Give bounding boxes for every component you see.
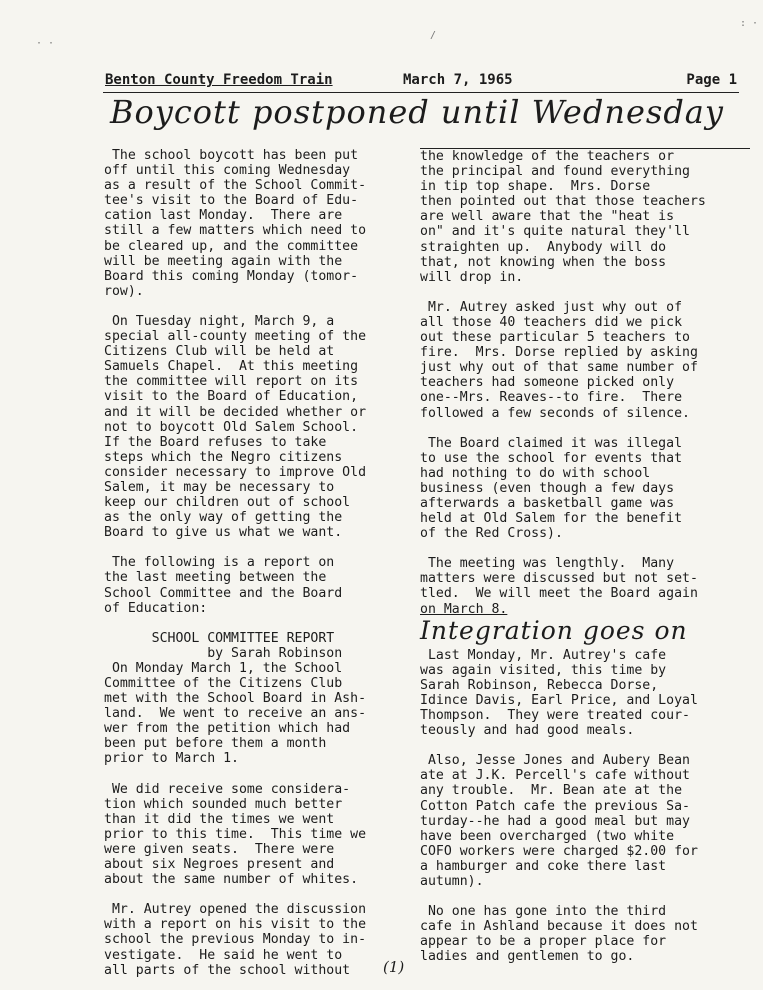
paragraph-text: The meeting was lengthly. Many matters were discussed but not set- tled. We will meet the Board again (420, 556, 698, 602)
scan-speck: · · (36, 38, 55, 49)
paragraph: Also, Jesse Jones and Aubery Bean ate at J.K. Percell's cafe without any trouble. Mr. Bean ate at the Cotton Patch cafe the previous Sa- turday--he had a good meal but may have been overcharged (two white COFO workers were charged $2.00 for a hamburger and coke there last autumn). (420, 753, 698, 890)
underlined-date: on March 8. (420, 601, 508, 617)
paragraph: The Board claimed it was illegal to use the school for events that had nothing to do with school business (even though a few days afterwards a basketball game was held at Old Salem for the benefit of the Red Cross). (420, 435, 683, 542)
publication-title: Benton County Freedom Train (105, 72, 333, 88)
paragraph (420, 556, 750, 616)
right-column (420, 148, 750, 965)
paragraph: the knowledge of the teachers or the principal and found everything in tip top shape. Mrs. Dorse then pointed out that those teachers are well aware that the "heat is on" and it's quite natural they'll straighten up. Anybody will do that, not knowing when the boss will drop in. (420, 149, 706, 285)
scan-speck: : · (740, 18, 759, 29)
paragraph: Mr. Autrey opened the discussion with a report on his visit to the school the previous Monday to in- vestigate. He said he went to all parts of the school without (104, 902, 367, 978)
report-byline: by Sarah Robinson (104, 645, 343, 661)
paragraph: Last Monday, Mr. Autrey's cafe was again visited, this time by Sarah Robinson, Rebecca Dorse, Idince Davis, Earl Price, and Loyal Thompson. They were treated cour- teously and had good meals. (420, 647, 698, 739)
paragraph: Mr. Autrey asked just why out of all those 40 teachers did we pick out these particular 5 teachers to fire. Mrs. Dorse replied by asking just why out of that same number of teachers had someone picked only one--Mrs. Reaves--to fire. There followed a few seconds of silence. (420, 299, 698, 421)
masthead (103, 72, 739, 93)
scan-speck: / (430, 30, 437, 41)
paragraph: We did receive some considera- tion which sounded much better than it did the times we went prior to this time. This time we were given seats. There were about six Negroes present and about the same number of whites. (104, 781, 367, 888)
integration-subhead: Integration goes on (420, 615, 688, 645)
paragraph: On Monday March 1, the School Committee of the Citizens Club met with the School Board in Ash- land. We went to receive an ans- wer from the petition which had been put before them a month prior to March 1. (104, 660, 367, 767)
page-label: Page 1 (686, 72, 737, 88)
handwritten-page-number: (1) (383, 958, 405, 976)
left-column (104, 148, 414, 978)
main-headline: Boycott postponed until Wednesday (110, 93, 724, 131)
paragraph: No one has gone into the third cafe in Ashland because it does not appear to be a proper place for ladies and gentlemen to go. (420, 904, 698, 965)
issue-date: March 7, 1965 (403, 72, 513, 88)
paragraph: On Tuesday night, March 9, a special all-county meeting of the Citizens Club will be held at Samuels Chapel. At this meeting the committee will report on its visit to the Board of Education, and it will be decided whether or not to boycott Old Salem School. If the Board refuses to take steps which the Negro citizens consider necessary to improve Old Salem, it may be necessary to keep our children out of school as the only way of getting the Board to give us what we want. (104, 313, 367, 541)
paragraph: The following is a report on the last meeting between the School Committee and the Board of Education: (104, 555, 343, 616)
report-title: SCHOOL COMMITTEE REPORT (104, 630, 335, 646)
paragraph: The school boycott has been put off until this coming Wednesday as a result of the School Commit- tee's visit to the Board of Edu- cation last Monday. There are still a few matters which need to be cleared up, and the committee will be meeting again with the Board this coming Monday (tomor- row). (104, 148, 367, 299)
